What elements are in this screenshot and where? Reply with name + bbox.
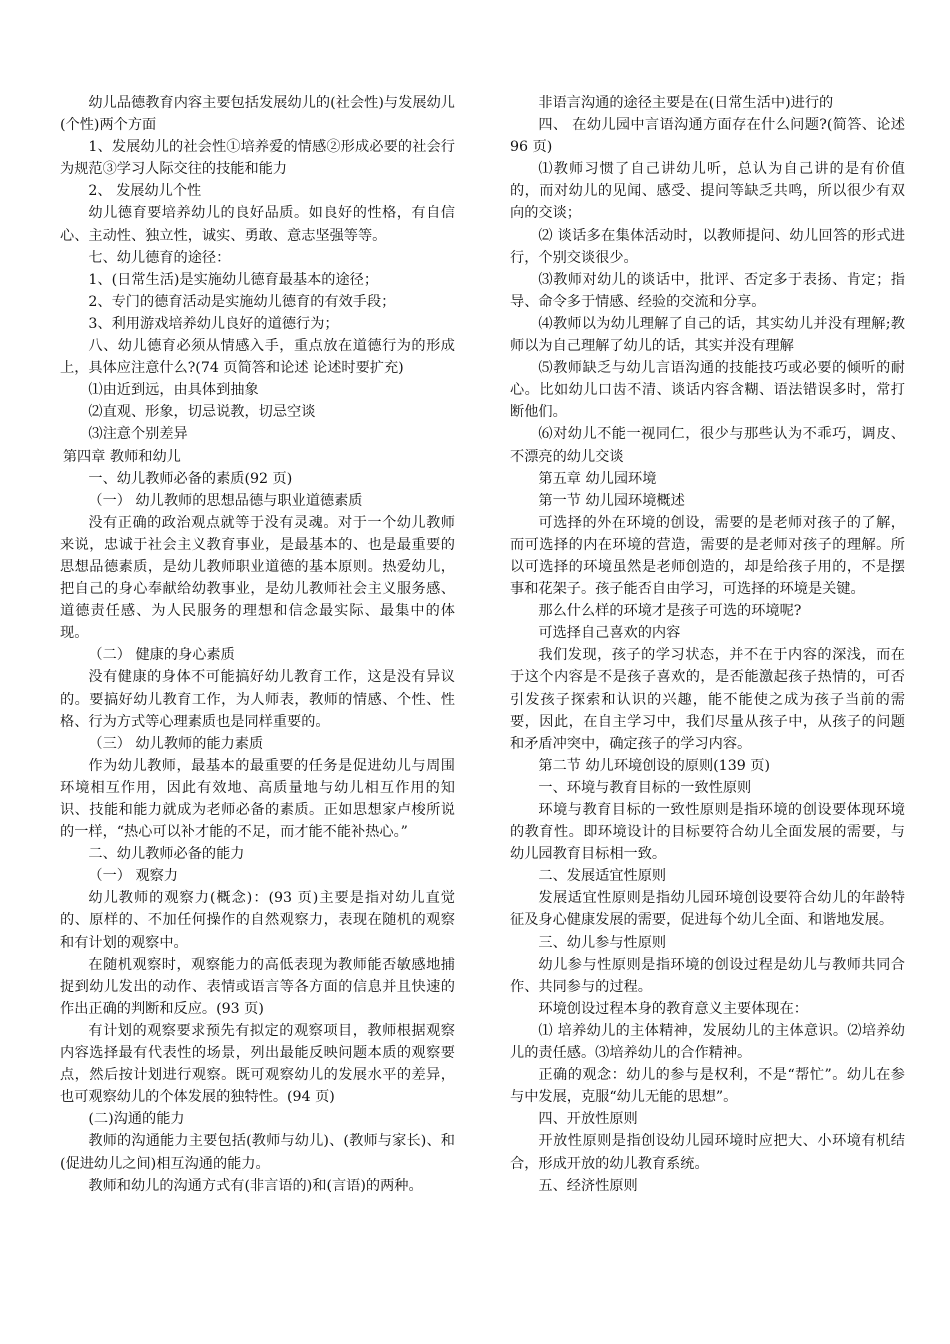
section-heading: 第二节 幼儿环境创设的原则(139 页) [538,757,770,774]
paragraph: 可选择自己喜欢的内容 [538,625,681,642]
chapter-heading: 第四章 教师和幼儿 [62,448,181,465]
subsection-heading: （一） 幼儿教师的思想品德与职业道德素质 [88,492,363,509]
paragraph: ⑵直观、形象，切忌说教，切忌空谈 [88,404,316,421]
subsection-heading: （三） 幼儿教师的能力素质 [88,735,264,752]
paragraph: 作为幼儿教师，最基本的最重要的任务是促进幼儿与周围环境相互作用，因此有效地、高质量地与幼儿相互作用的知识、技能和能力就成为老师必备的素质。正如思想家卢梭所说的一样，“热心可以补才能的不足，而才能不能补热心。” [60,757,455,841]
subsection-heading: 一、环境与教育目标的一致性原则 [538,779,752,796]
paragraph: ⑶教师对幼儿的谈话中，批评、否定多于表扬、肯定；指导、命令多于情感、经验的交流和分享。 [510,271,905,310]
paragraph: ⑴由近到远，由具体到抽象 [88,382,259,399]
paragraph: 环境创设过程本身的教育意义主要体现在： [538,1000,808,1017]
paragraph: 有计划的观察要求预先有拟定的观察项目，教师根据观察内容选择最有代表性的场景，列出最能反映问题本质的观察要点，然后按计划进行观察。既可观察幼儿的发展水平的差异，也可观察幼儿的个体发展的独特性。(94 页) [60,1022,455,1106]
paragraph: 2、专门的德育活动是实施幼儿德育的有效手段； [88,293,396,310]
paragraph: 八、幼儿德育必须从情感入手，重点放在道德行为的形成上，具体应注意什么?(74 页简答和论述 论述时要扩充) [60,338,455,377]
section-heading: 第一节 幼儿园环境概述 [538,492,685,509]
paragraph: 没有正确的政治观点就等于没有灵魂。对于一个幼儿教师来说，忠诚于社会主义教育事业，是最基本的、也是最重要的思想品德素质，是幼儿教师职业道德的基本原则。热爱幼儿，把自己的身心奉献给幼教事业，是幼儿教师社会主义服务感、道德责任感、为人民服务的理想和信念最实际、最集中的体现。 [60,514,455,642]
paragraph: ⑶注意个别差异 [88,426,188,443]
section-heading: 二、幼儿教师必备的能力 [88,846,245,863]
paragraph: ⑹对幼儿不能一视同仁，很少与那些认为不乖巧，调皮、不漂亮的幼儿交谈 [510,426,905,465]
subsection-heading: 三、幼儿参与性原则 [538,934,667,951]
paragraph: 幼儿德育要培养幼儿的良好品质。如良好的性格，有自信心、主动性、独立性，诚实、勇敢、意志坚强等等。 [60,205,455,244]
paragraph: 教师的沟通能力主要包括(教师与幼儿)、(教师与家长)、和(促进幼儿之间)相互沟通的能力。 [60,1133,455,1172]
paragraph: 那么什么样的环境才是孩子可选的环境呢? [538,603,802,620]
left-column [60,92,455,1197]
subsection-heading: 四、开放性原则 [538,1111,638,1128]
paragraph: ⑴ 培养幼儿的主体精神，发展幼儿的主体意识。⑵培养幼儿的责任感。⑶培养幼儿的合作精神。 [510,1022,905,1062]
paragraph: 幼儿品德教育内容主要包括发展幼儿的(社会性)与发展幼儿(个性)两个方面 [60,95,455,134]
right-column [510,92,905,1197]
paragraph: 幼儿参与性原则是指环境的创设过程是幼儿与教师共同合作、共同参与的过程。 [510,956,905,995]
section-heading: 四、 在幼儿园中言语沟通方面存在什么问题?(简答、论述 96 页) [510,117,905,156]
subsection-heading: 五、经济性原则 [538,1177,638,1194]
subsection-heading: (二)沟通的能力 [88,1111,185,1128]
paragraph: 在随机观察时，观察能力的高低表现为教师能否敏感地捕捉到幼儿发出的动作、表情或语言等各方面的信息并且快速的作出正确的判断和反应。(93 页) [60,956,455,1017]
paragraph: 幼儿教师的观察力(概念)：(93 页)主要是指对幼儿直觉的、原样的、不加任何操作的自然观察力，表现在随机的观察和有计划的观察中。 [60,890,455,951]
paragraph: 发展适宜性原则是指幼儿园环境创设要符合幼儿的年龄特征及身心健康发展的需要，促进每个幼儿全面、和谐地发展。 [510,890,905,929]
section-heading: 一、幼儿教师必备的素质(92 页) [88,470,293,487]
paragraph: 正确的观念：幼儿的参与是权利，不是“帮忙”。幼儿在参与中发展，克服“幼儿无能的思想”。 [510,1067,905,1106]
subsection-heading: （二） 健康的身心素质 [88,647,235,664]
paragraph: ⑵ 谈话多在集体活动时，以教师提问、幼儿回答的形式进行，个别交谈很少。 [510,227,905,266]
paragraph: ⑴教师习惯了自己讲幼儿听，总认为自己讲的是有价值的，而对幼儿的见闻、感受、提问等缺乏共鸣，所以很少有双向的交谈； [510,161,905,222]
paragraph: 1、发展幼儿的社会性①培养爱的情感②形成必要的社会行为规范③学习人际交往的技能和能力 [60,139,455,178]
paragraph: 1、(日常生活)是实施幼儿德育最基本的途径； [88,271,379,288]
paragraph: 环境与教育目标的一致性原则是指环境的创设要体现环境的教育性。即环境设计的目标要符合幼儿全面发展的需要，与幼儿园教育目标相一致。 [510,802,905,863]
paragraph: ⑷教师以为幼儿理解了自己的话，其实幼儿并没有理解;教师以为自己理解了幼儿的话，其实并没有理解 [510,315,905,355]
chapter-heading: 第五章 幼儿园环境 [538,470,657,487]
paragraph: 非语言沟通的途径主要是在(日常生活中)进行的 [538,95,834,111]
subsection-heading: （一） 观察力 [88,868,179,885]
paragraph: 2、 发展幼儿个性 [88,183,202,200]
paragraph: 七、幼儿德育的途径： [88,249,231,266]
subsection-heading: 二、发展适宜性原则 [538,868,667,885]
paragraph: 教师和幼儿的沟通方式有(非言语的)和(言语)的两种。 [88,1177,423,1194]
paragraph: 3、利用游戏培养幼儿良好的道德行为； [88,315,339,332]
paragraph: 我们发现，孩子的学习状态，并不在于内容的深浅，而在于这个内容是不是孩子喜欢的，是否能激起孩子热情的，可否引发孩子探索和认识的兴趣，能不能使之成为孩子当前的需要，因此，在自主学习中，我们尽量从孩子中，从孩子的问题和矛盾冲突中，确定孩子的学习内容。 [510,647,905,752]
paragraph: ⑸教师缺乏与幼儿言语沟通的技能技巧或必要的倾听的耐心。比如幼儿口齿不清、谈话内容含糊、语法错误多时，常打断他们。 [510,360,905,421]
paragraph: 没有健康的身体不可能搞好幼儿教育工作，这是没有异议的。要搞好幼儿教育工作，为人师表，教师的情感、个性、性格、行为方式等心理素质也是同样重要的。 [60,669,455,730]
paragraph: 开放性原则是指创设幼儿园环境时应把大、小环境有机结合，形成开放的幼儿教育系统。 [510,1133,905,1172]
paragraph: 可选择的外在环境的创设，需要的是老师对孩子的了解，而可选择的内在环境的营造，需要的是老师对孩子的理解。所以可选择的环境虽然是老师创造的，却是给孩子用的，不是摆事和花架子。孩子能否自由学习，可选择的环境是关键。 [510,514,905,598]
